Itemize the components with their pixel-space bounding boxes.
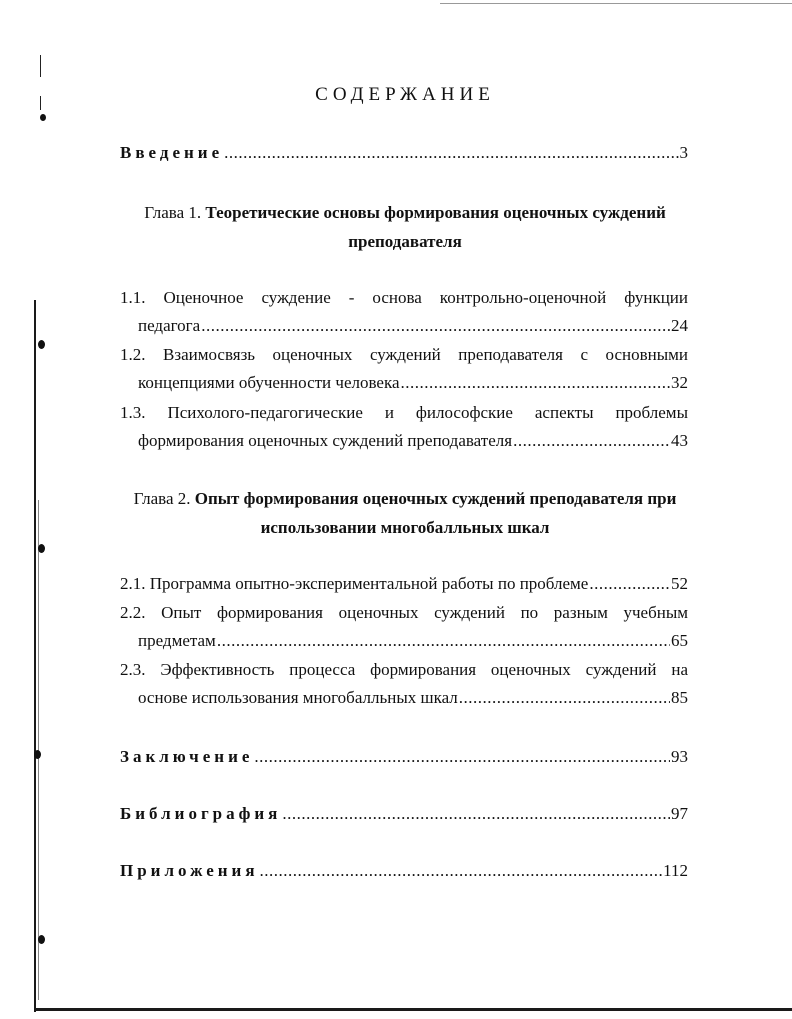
toc-page-number: 24 [671,316,688,335]
chapter-2-heading[interactable] [100,484,710,542]
chapter-title-line: использовании многобалльных шкал [260,518,550,537]
toc-entry-label: формирования оценочных суждений преподавателя [138,431,513,450]
toc-page-number: 43 [671,431,688,450]
binding-hole-mark [34,750,41,759]
toc-entry-1-3[interactable]: 1.3. Психолого-педагогические и философские аспекты проблемы [120,403,688,422]
chapter-title-line: Опыт формирования оценочных суждений преподавателя при [194,489,677,508]
toc-entry-2-2-continued[interactable] [138,630,688,652]
leader-dots [224,142,678,164]
toc-entry-1-2-continued[interactable] [138,372,688,394]
chapter-1-heading[interactable] [100,198,710,256]
leader-dots [217,630,670,652]
toc-page-number: 32 [671,373,688,392]
scan-speck [40,114,46,121]
toc-entry-1-1[interactable]: 1.1. Оценочное суждение - основа контрольно-оценочной функции [120,288,688,307]
scan-edge-bottom [34,1008,792,1011]
toc-entry-label: основе использования многобалльных шкал [138,688,458,707]
chapter-title-line: Теоретические основы формирования оценочных суждений [205,203,666,222]
toc-entry-1-1-continued[interactable] [138,315,688,337]
toc-entry-1-2[interactable]: 1.2. Взаимосвязь оценочных суждений преподавателя с основными [120,345,688,364]
chapter-prefix: Глава 1. [144,203,202,222]
toc-entry-label: предметам [138,631,216,650]
toc-entry-introduction[interactable] [120,142,688,164]
toc-page-number: 93 [671,747,688,766]
toc-entry-2-3[interactable]: 2.3. Эффективность процесса формирования оценочных суждений на [120,660,688,679]
toc-entry-label: педагога [138,316,201,335]
toc-entry-label: 2.1. Программа опытно-экспериментальной работы по проблеме [120,574,589,593]
toc-page-number: 112 [663,861,688,880]
scan-edge-top [440,3,792,4]
toc-page-number: 85 [671,688,688,707]
toc-entry-1-3-continued[interactable] [138,430,688,452]
toc-entry-label: Введение [120,143,224,162]
page-title: СОДЕРЖАНИЕ [315,84,495,105]
binding-hole-mark [38,544,45,553]
toc-entry-2-1[interactable] [120,573,688,595]
toc-page-number: 3 [679,143,688,162]
scan-tick [40,55,41,77]
binding-hole-mark [38,935,45,944]
toc-entry-label: концепциями обученности человека [138,373,400,392]
leader-dots [589,573,670,595]
scan-edge-left [34,300,36,1012]
leader-dots [254,746,670,768]
toc-entry-appendix[interactable] [120,860,688,882]
leader-dots [459,687,670,709]
chapter-prefix: Глава 2. [133,489,191,508]
leader-dots [201,315,670,337]
toc-entry-bibliography[interactable] [120,803,688,825]
toc-page-number: 65 [671,631,688,650]
leader-dots [513,430,670,452]
leader-dots [282,803,670,825]
toc-entry-label: Библиография [120,804,282,823]
toc-page-number: 52 [671,574,688,593]
toc-entry-label: Приложения [120,861,259,880]
toc-entry-label: Заключение [120,747,254,766]
binding-hole-mark [38,340,45,349]
toc-entry-2-2[interactable]: 2.2. Опыт формирования оценочных суждений по разным учебным [120,603,688,622]
leader-dots [260,860,663,882]
toc-entry-conclusion[interactable] [120,746,688,768]
toc-page-number: 97 [671,804,688,823]
toc-entry-2-3-continued[interactable] [138,687,688,709]
leader-dots [401,372,671,394]
chapter-title-line: преподавателя [348,232,462,251]
